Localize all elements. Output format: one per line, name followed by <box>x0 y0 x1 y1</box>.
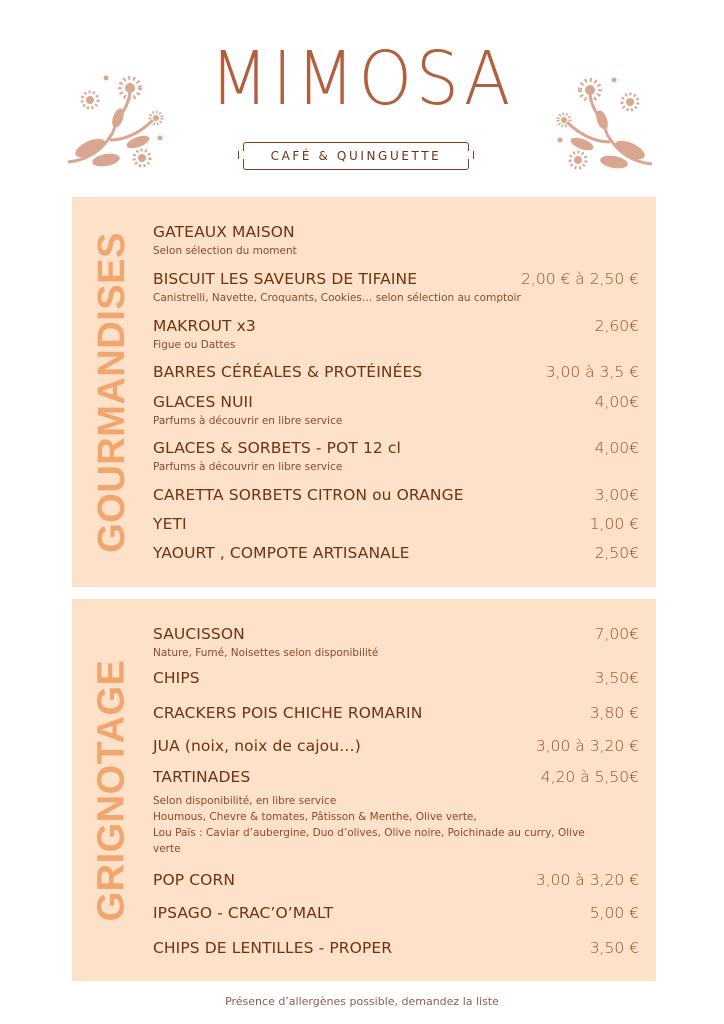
menu-item <box>153 514 639 534</box>
item-name: GLACES NUII <box>153 393 253 411</box>
item-name: CRACKERS POIS CHICHE ROMARIN <box>153 704 423 722</box>
item-price: 2,60€ <box>594 317 639 335</box>
item-price: 3,00 à 3,20 € <box>535 871 639 889</box>
menu-item <box>153 624 639 661</box>
menu-item <box>153 736 639 756</box>
menu-item <box>153 362 639 382</box>
menu-item <box>153 703 639 723</box>
item-name: YAOURT , COMPOTE ARTISANALE <box>153 544 410 562</box>
item-name: SAUCISSON <box>153 625 245 643</box>
section-label-grignotage: GRIGNOTAGE <box>90 659 133 921</box>
section-label-gourmandises: GOURMANDISES <box>90 231 133 553</box>
item-name: CARETTA SORBETS CITRON ou ORANGE <box>153 486 464 504</box>
allergen-footer: Présence d’allergènes possible, demandez la liste <box>225 995 499 1008</box>
item-name: GATEAUX MAISON <box>153 223 295 241</box>
menu-item <box>153 485 639 505</box>
item-name: GLACES & SORBETS - POT 12 cl <box>153 439 401 457</box>
menu-item <box>153 269 639 306</box>
section-grignotage <box>72 599 656 981</box>
flower-ornament-right-icon <box>542 72 662 182</box>
item-name: BISCUIT LES SAVEURS DE TIFAINE <box>153 270 418 288</box>
item-name: BARRES CÉRÉALES & PROTÉINÉES <box>153 363 423 381</box>
item-price: 2,00 € à 2,50 € <box>521 270 639 288</box>
item-price: 2,50€ <box>594 544 639 562</box>
item-price: 3,50€ <box>594 669 639 687</box>
item-description: Figue ou Dattes <box>153 339 236 351</box>
item-description: Canistrelli, Navette, Croquants, Cookies… selon sélection au comptoir <box>153 292 521 304</box>
menu-item <box>153 668 639 688</box>
menu-item <box>153 938 639 958</box>
menu-item <box>153 767 639 857</box>
subtitle-badge <box>243 142 469 170</box>
item-price: 3,00 à 3,5 € <box>545 363 639 381</box>
item-description: Selon disponibilité, en libre service Houmous, Chevre & tomates, Pâtisson & Menthe, Olive verte, Lou Païs : Caviar d’aubergine, Duo d’olives, Olive noire, Poichinade au curry, Olive verte <box>153 795 585 855</box>
item-description: Parfums à découvrir en libre service <box>153 415 343 427</box>
item-price: 5,00 € <box>589 904 639 922</box>
menu-item <box>153 222 639 259</box>
subtitle-text: CAFÉ & QUINGUETTE <box>270 149 442 163</box>
menu-item <box>153 316 639 353</box>
item-name: TARTINADES <box>153 768 251 786</box>
item-price: 3,50 € <box>589 939 639 957</box>
section-gourmandises <box>72 197 656 587</box>
item-price: 4,00€ <box>594 393 639 411</box>
item-price: 4,00€ <box>594 439 639 457</box>
menu-item <box>153 438 639 475</box>
item-price: 3,80 € <box>589 704 639 722</box>
item-name: CHIPS <box>153 669 200 687</box>
item-price: 7,00€ <box>594 625 639 643</box>
flower-ornament-left-icon <box>58 70 178 180</box>
item-description: Selon sélection du moment <box>153 245 297 257</box>
page-title: MIMOSA <box>209 36 515 122</box>
menu-item <box>153 870 639 890</box>
item-price: 3,00€ <box>594 486 639 504</box>
item-price: 3,00 à 3,20 € <box>535 737 639 755</box>
menu-item <box>153 392 639 429</box>
item-name: POP CORN <box>153 871 236 889</box>
menu-item <box>153 903 639 923</box>
item-price: 1,00 € <box>589 515 639 533</box>
item-name: YETI <box>153 515 187 533</box>
item-name: MAKROUT x3 <box>153 317 256 335</box>
item-description: Nature, Fumé, Noisettes selon disponibilité <box>153 647 379 659</box>
item-name: JUA (noix, noix de cajou…) <box>153 737 361 755</box>
item-price: 4,20 à 5,50€ <box>540 768 639 786</box>
item-name: CHIPS DE LENTILLES - PROPER <box>153 939 393 957</box>
item-name: IPSAGO - CRAC’O’MALT <box>153 904 334 922</box>
menu-item <box>153 543 639 563</box>
item-description: Parfums à découvrir en libre service <box>153 461 343 473</box>
